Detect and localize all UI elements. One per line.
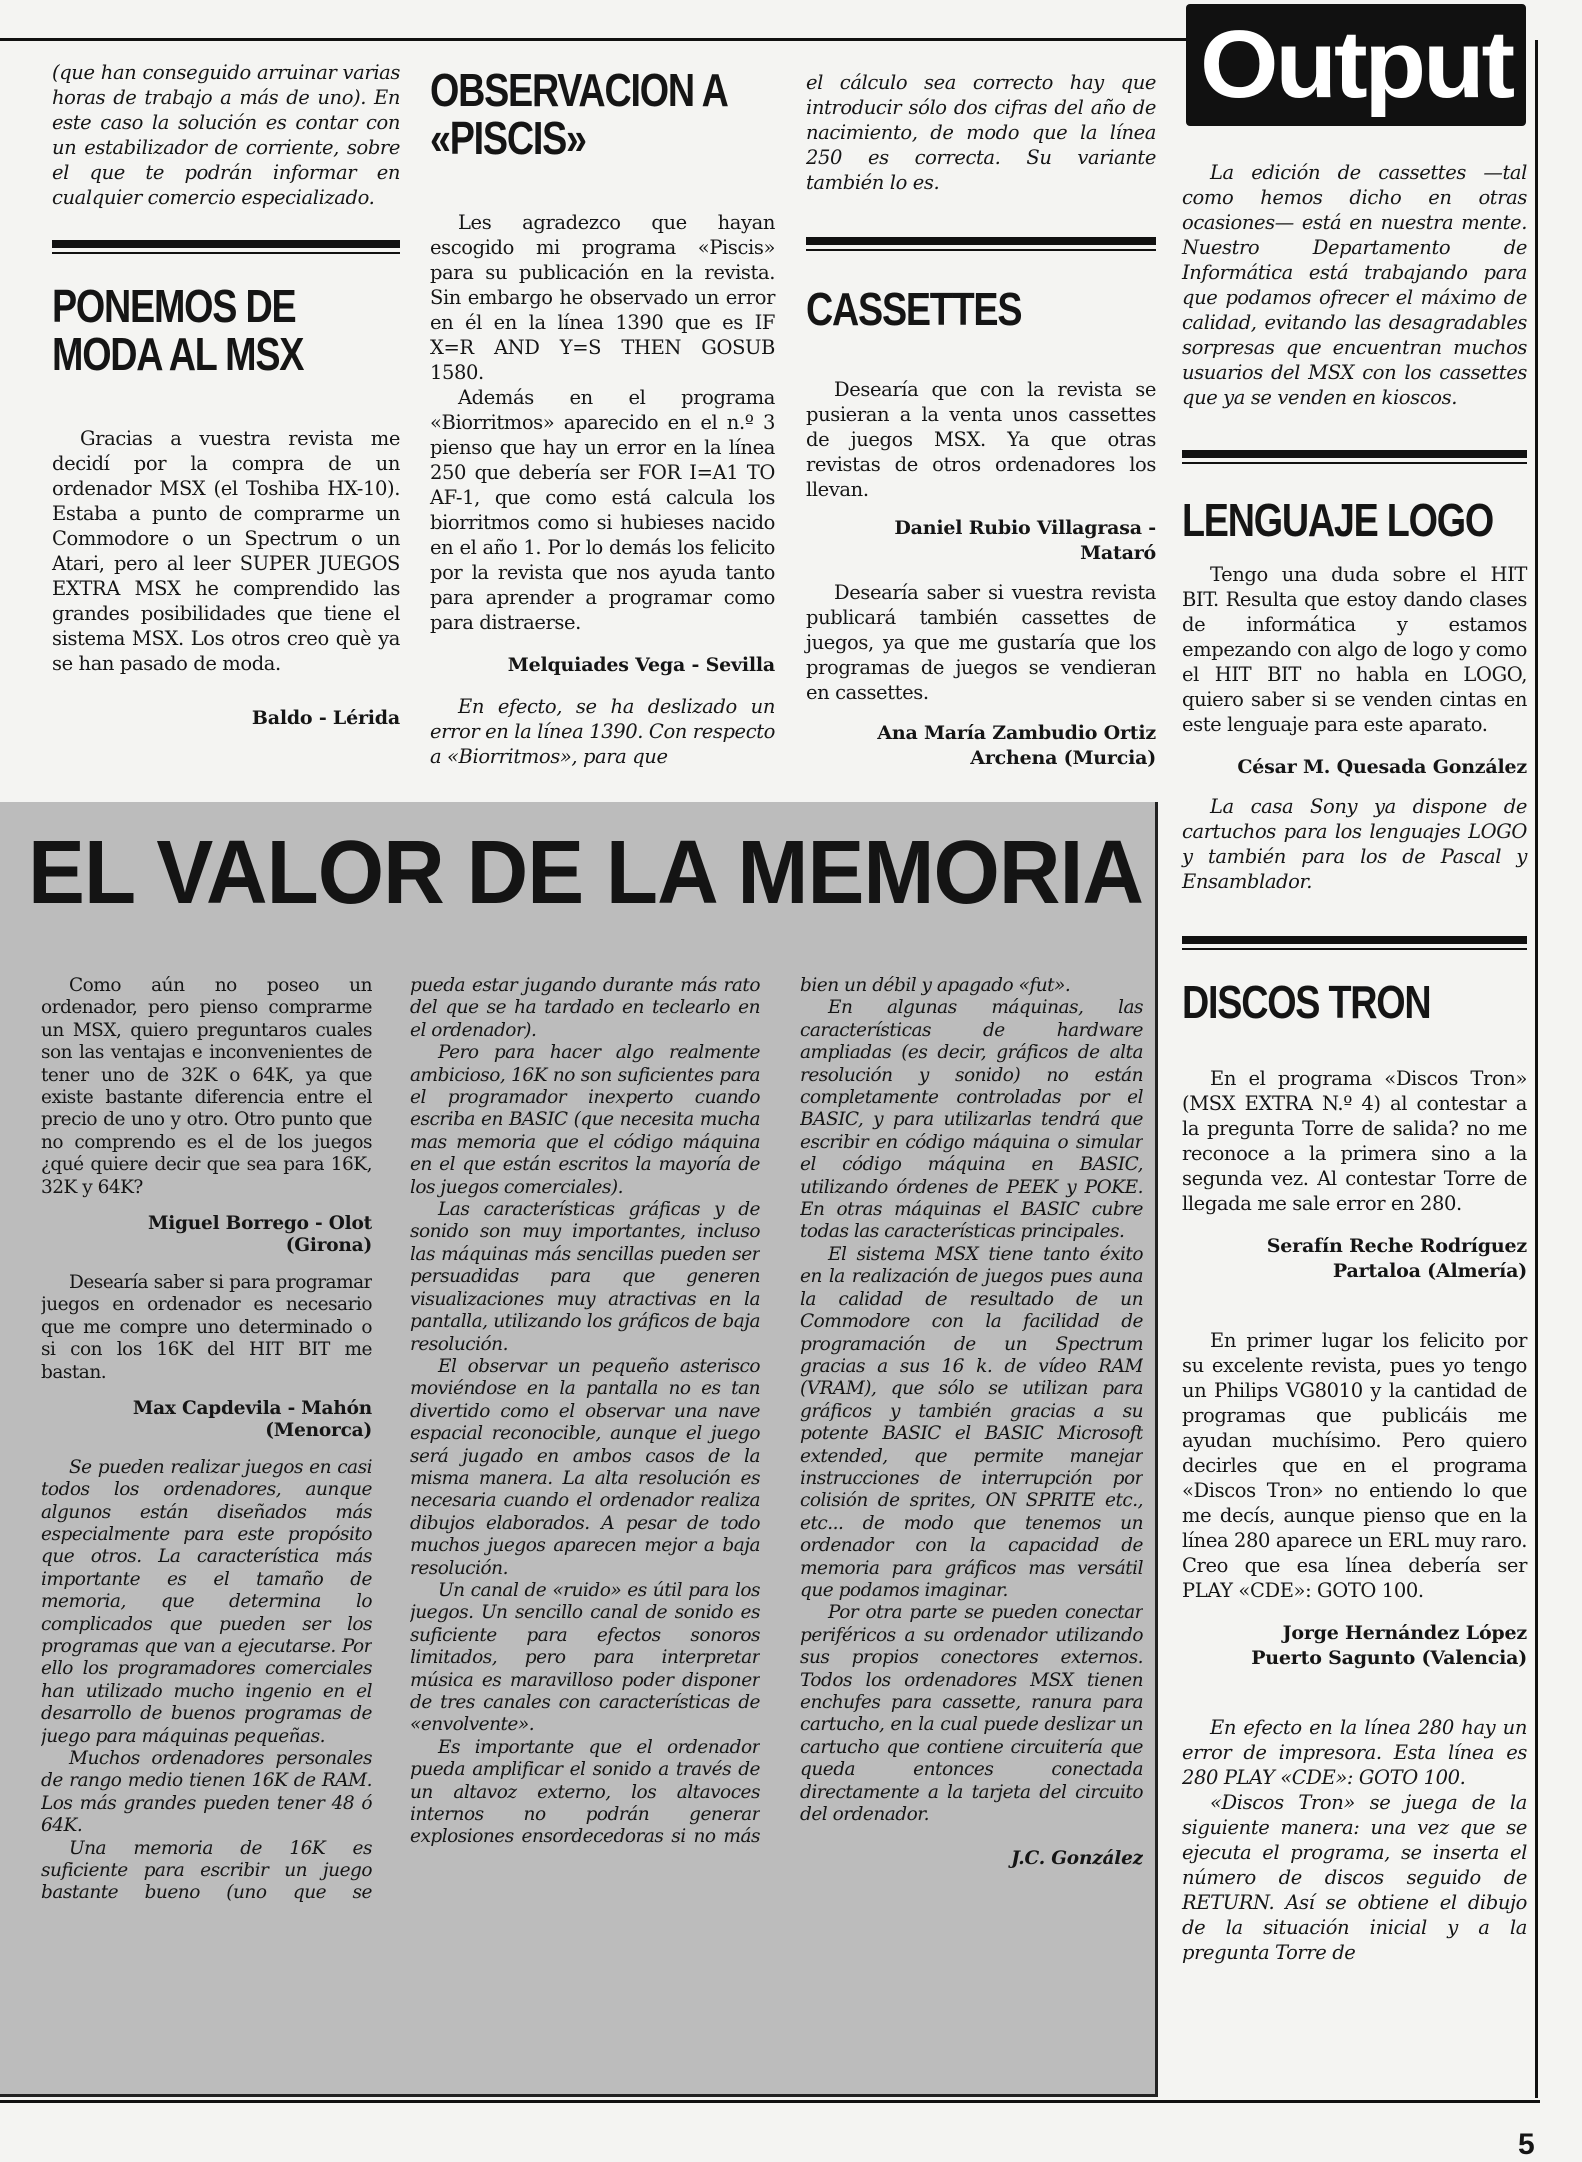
- reply-continuation: (que han conseguido arruinar varias horas de trabajo a más de uno). En este caso la solución es contar con un estabilizador de corriente, sobre el que te podrán informar en cualquier comercio especializado.: [52, 61, 400, 209]
- headline-lenguaje-logo: [1182, 496, 1527, 544]
- editor-reply: Una memoria de 16K es suficiente para escribir un juego bastante bueno (uno que se: [41, 1837, 372, 1904]
- headline-cassettes: [806, 285, 1156, 333]
- editor-reply: Pero para hacer algo realmente ambicioso, 16K no son suficientes para el programador inexperto cuando escriba en BASIC (que necesita mucha mas memoria que el código máquina en el que están escritos la mayoría de los juegos comerciales).: [410, 1042, 760, 1198]
- right-border: [1535, 40, 1538, 2098]
- column-2: [430, 66, 775, 769]
- headline-discos-tron: [1182, 978, 1527, 1026]
- letter-body: Gracias a vuestra revista me decidí por la compra de un ordenador MSX (el Toshiba HX-10). Estaba a punto de comprarme un Commodore o un Spectrum o un Atari, pero al leer SUPER JUEGOS EXTRA MSX he comprendido las grandes posibilidades que tiene el sistema MSX. Los otros creo què ya se han pasado de moda.: [52, 427, 400, 675]
- column-3: [806, 70, 1156, 771]
- letter-body: Les agradezco que hayan escogido mi programa «Piscis» para su publicación en la revista. Sin embargo he observado un error en él en la línea 1390 que es IF X=R AND Y=S THEN GOSUB 1580.: [430, 211, 775, 384]
- editor-reply: En efecto, se ha deslizado un error en la línea 1390. Con respecto a «Biorritmos», para que: [430, 695, 775, 768]
- editor-reply: Es importante que el ordenador pueda amplificar el sonido a través de un altavoz externo, los altavoces internos no podrán generar explosiones ensordecedoras si no más: [410, 1736, 760, 1848]
- letter-signature-location: Puerto Sagunto (Valencia): [1251, 1647, 1527, 1669]
- editor-reply: La edición de cassettes —tal como hemos dicho en otras ocasiones— está en nuestra mente. Nuestro Departamento de Informática está trabajando para que podamos ofrecer el máximo de calidad, evitando las desagradables sorpresas que encuentran muchos usuarios del MSX con los cassettes que ya se venden en kioscos.: [1182, 161, 1527, 409]
- letter-signature: César M. Quesada González: [1237, 756, 1527, 778]
- headline-line: CASSETTES: [806, 283, 1022, 335]
- letter-signature-location: (Menorca): [265, 1420, 372, 1442]
- editor-reply: Las características gráficas y de sonido son muy importantes, incluso las máquinas más sencillas pueden ser persuadidas para que generen visualizaciones muy atractivas en la pantalla, utilizando los gráficos de baja resolución.: [410, 1199, 760, 1355]
- letter-signature: Baldo - Lérida: [251, 707, 400, 729]
- top-border: [0, 38, 1186, 41]
- memoria-title: EL VALOR DE LA MEMORIA: [28, 823, 1143, 923]
- memoria-column-2: [410, 975, 760, 2085]
- editor-reply: Muchos ordenadores personales de rango medio tienen 16K de RAM. Los más grandes pueden tener 48 ó 64K.: [41, 1748, 372, 1837]
- logo-text: Output: [1200, 11, 1512, 118]
- page-number: 5: [1518, 2128, 1535, 2161]
- editor-reply: En efecto en la línea 280 hay un error de impresora. Esta línea es 280 PLAY «CDE»: GOTO 100.: [1182, 1716, 1527, 1789]
- reply-signature: J.C. González: [1011, 1848, 1143, 1870]
- memoria-column-3: [800, 975, 1143, 2085]
- editor-reply: pueda estar jugando durante más rato del que se ha tardado en teclearlo en el ordenador).: [410, 975, 760, 1041]
- headline-line: OBSERVACION A: [430, 64, 728, 116]
- headline-line: DISCOS TRON: [1182, 976, 1431, 1028]
- letter-signature: Melquiades Vega - Sevilla: [507, 654, 775, 676]
- letter-signature-location: Archena (Murcia): [970, 747, 1156, 769]
- letter-signature: Jorge Hernández López: [1282, 1622, 1527, 1644]
- reply-continuation: el cálculo sea correcto hay que introducir sólo dos cifras del año de nacimiento, de modo que la línea 250 es correcta. Su variante también lo es.: [806, 71, 1156, 194]
- letter-body: Desearía saber si vuestra revista publicará también cassettes de juegos, ya que me gustaría que los programas de juegos se vendieran en cassettes.: [806, 581, 1156, 704]
- letter-signature-location: Partaloa (Almería): [1332, 1260, 1527, 1282]
- letter-body: Tengo una duda sobre el HIT BIT. Resulta que estoy dando clases de informática y estamos empezando con algo de logo y como el HIT BIT no habla en LOGO, quiero saber si se venden cintas en este lenguaje para este aparato.: [1182, 563, 1527, 736]
- letter-signature: Ana María Zambudio Ortiz: [877, 722, 1156, 744]
- memoria-column-1: [41, 975, 372, 2085]
- section-divider: [1182, 450, 1527, 458]
- memoria-feature-box: [0, 802, 1158, 2097]
- letter-signature: Daniel Rubio Villagrasa -: [894, 517, 1156, 539]
- editor-reply: El sistema MSX tiene tanto éxito en la realización de juegos pues auna la calidad de resultado de un Commodore con la facilidad de programación de un Spectrum gracias a sus 16 k. de vídeo RAM (VRAM), que sólo se utilizan para gráficos y también gracias a su potente BASIC el BASIC Microsoft extended, que permite manejar instrucciones de interrupción por colisión de sprites, ON SPRITE etc., etc... de modo que tenemos un ordenador con la capacidad de memoria para gráficos mas versátil que podamos imaginar.: [800, 1243, 1143, 1601]
- headline-observacion-piscis: [430, 66, 775, 166]
- headline-line: LENGUAJE LOGO: [1182, 494, 1493, 546]
- editor-reply: Un canal de «ruido» es útil para los juegos. Un sencillo canal de sonido es suficiente para efectos sonoros limitados, pero para interpretar música es maravilloso poder disponer de tres canales con características de «envolvente».: [410, 1579, 760, 1736]
- headline-line: PONEMOS DE: [52, 280, 296, 332]
- headline-line: MODA AL MSX: [52, 328, 304, 380]
- editor-reply: bien un débil y apagado «fut».: [800, 975, 1071, 996]
- editor-reply: Por otra parte se pueden conectar periféricos a su ordenador utilizando sus propios conectores externos. Todos los ordenadores MSX tienen enchufes para cassette, ranura para cartucho, en la cual puede deslizar un cartucho que contiene circuitería que queda entonces conectada directamente a la tarjeta del circuito del ordenador.: [800, 1602, 1143, 1826]
- letter-signature: Miguel Borrego - Olot: [147, 1213, 372, 1235]
- letter-body: Desearía saber si para programar juegos en ordenador es necesario que me compre uno determinado o si con los 16K del HIT BIT me bastan.: [41, 1271, 372, 1383]
- output-section-logo: [1186, 4, 1526, 126]
- letter-body: Además en el programa «Biorritmos» aparecido en el n.º 3 pienso que hay un error en la línea 250 que debería ser FOR I=A1 TO AF-1, que como está calcula los biorritmos como si hubieses nacido en el año 1. Por lo demás los felicito por la revista que nos ayuda tanto para aprender a programar como para distraerse.: [430, 386, 775, 634]
- letter-body: Como aún no poseo un ordenador, pero pienso comprarme un MSX, quiero preguntaros cuales son las ventajas e inconvenientes de tener uno de 32K o 64K, ya que existe bastante diferencia entre el precio de uno y otro. Otro punto que no comprendo es el de los juegos ¿qué quiere decir que sea para 16K, 32K y 64K?: [41, 975, 372, 1198]
- letter-signature-location: (Girona): [285, 1235, 372, 1257]
- column-4: [1182, 160, 1527, 1965]
- editor-reply: La casa Sony ya dispone de cartuchos para los lenguajes LOGO y también para los de Pascal y Ensamblador.: [1182, 795, 1527, 893]
- editor-reply: El observar un pequeño asterisco moviéndose en la pantalla no es tan divertido como el observar una nave espacial reconocible, aunque el juego será jugado en ambos casos de la misma manera. La alta resolución es necesaria cuando el ordenador realiza dibujos elaborados. A pesar de todo muchos juegos aparecen mejor a baja resolución.: [410, 1355, 760, 1579]
- column-1: [52, 60, 400, 731]
- section-divider: [1182, 936, 1527, 944]
- letter-signature: Max Capdevila - Mahón: [132, 1397, 372, 1419]
- bottom-border: [0, 2100, 1540, 2103]
- editor-reply: En algunas máquinas, las características de hardware ampliadas (es decir, gráficos de alta resolución y sonido) no están completamente controladas por el BASIC, y para utilizarlas tendrá que escribir en código máquina o simular el código máquina en BASIC, utilizando órdenes de PEEK y POKE. En otras máquinas el BASIC cubre todas las características principales.: [800, 997, 1143, 1243]
- headline-ponemos-de-moda: [52, 282, 400, 382]
- editor-reply: Se pueden realizar juegos en casi todos los ordenadores, aunque algunos están diseñados más especialmente para este propósito que otros. La característica más importante es el tamaño de memoria, que determina lo complicados que pueden ser los programas que van a ejecutarse. Por ello los programadores comerciales han utilizado mucho ingenio en el desarrollo de buenos programas de juego para máquinas pequeñas.: [41, 1456, 372, 1747]
- letter-signature: Serafín Reche Rodríguez: [1266, 1235, 1527, 1257]
- section-divider: [806, 237, 1156, 245]
- letter-body: En primer lugar los felicito por su excelente revista, pues yo tengo un Philips VG8010 y la cantidad de programas que publicáis me ayudan muchísimo. Pero quiero decirles que en el programa «Discos Tron» no entiendo lo que me decís, aunque pienso que en la línea 280 aparece un ERL muy raro. Creo que esa línea debería ser PLAY «CDE»: GOTO 100.: [1182, 1329, 1527, 1602]
- editor-reply: «Discos Tron» se juega de la siguiente manera: una vez que se ejecuta el programa, se inserta el número de discos seguido de RETURN. Así se obtiene el dibujo de la situación inicial y a la pregunta Torre de: [1182, 1791, 1527, 1964]
- letter-body: Desearía que con la revista se pusieran a la venta unos cassettes de juegos MSX. Ya que otras revistas de otros ordenadores los llevan.: [806, 378, 1156, 501]
- headline-line: «PISCIS»: [430, 112, 586, 164]
- letter-body: En el programa «Discos Tron» (MSX EXTRA N.º 4) al contestar a la pregunta Torre de salida? no me reconoce a la primera sino a la segunda vez. Al contestar Torre de llegada me sale error en 280.: [1182, 1067, 1527, 1215]
- letter-signature-location: Mataró: [1080, 542, 1156, 564]
- section-divider: [52, 240, 400, 248]
